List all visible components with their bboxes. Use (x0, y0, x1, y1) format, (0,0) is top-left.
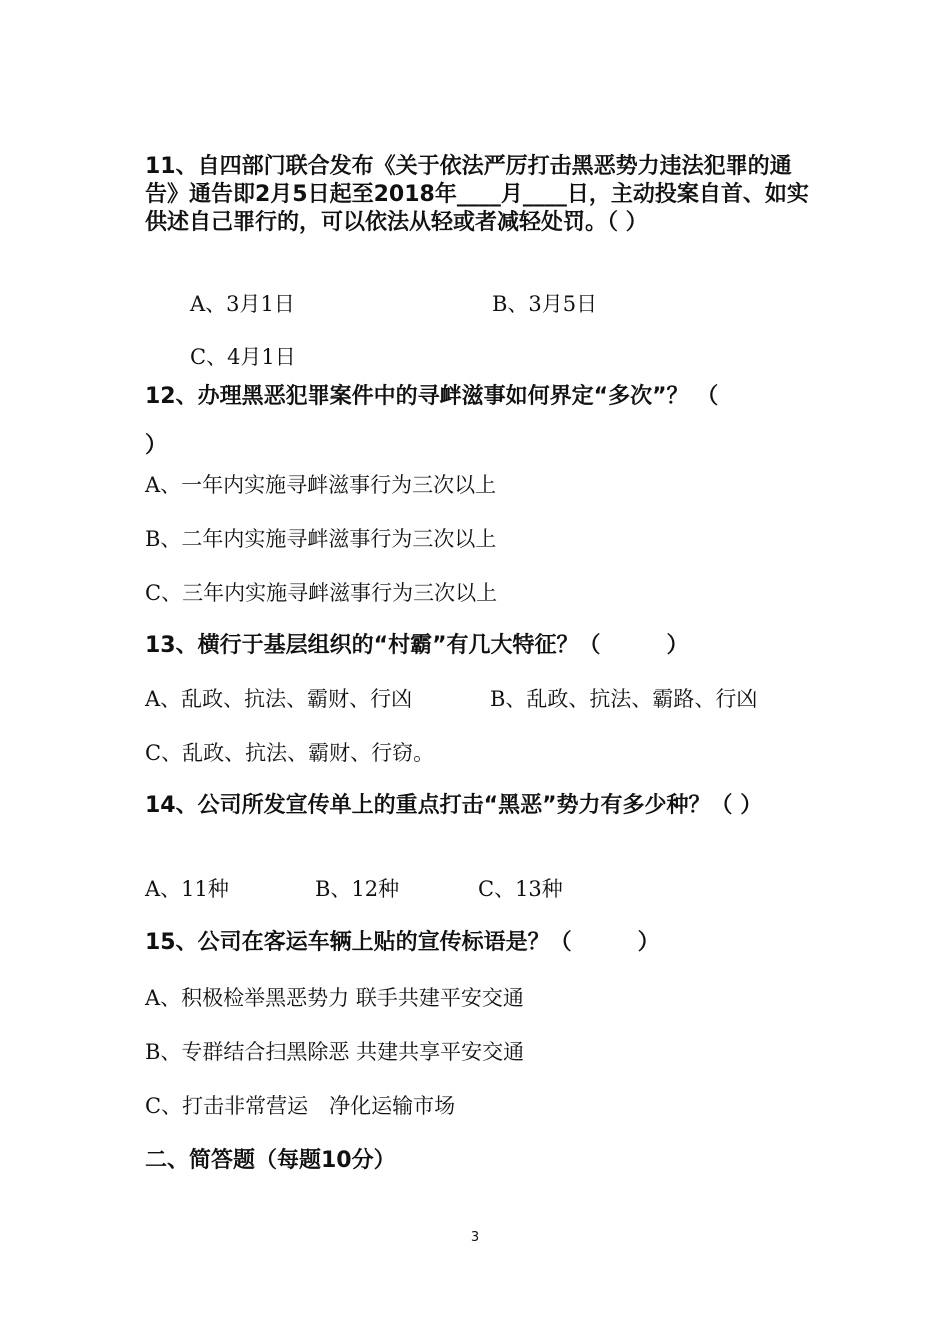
question-13-option-b: B、乱政、抗法、霸路、行凶 (490, 687, 758, 711)
question-11-option-c: C、4月1日 (190, 345, 296, 369)
section-heading: 二、简答题（每题10分） (145, 1148, 396, 1173)
question-12-text-continued: ） (145, 433, 168, 458)
question-12-option-b: B、二年内实施寻衅滋事行为三次以上 (145, 527, 497, 551)
question-15-option-c: C、打击非常营运 净化运输市场 (145, 1094, 456, 1118)
question-15-option-a: A、积极检举黑恶势力 联手共建平安交通 (145, 986, 524, 1010)
question-14-text: 14、公司所发宣传单上的重点打击“黑恶”势力有多少种？（ ） (145, 793, 763, 818)
question-15-text: 15、公司在客运车辆上贴的宣传标语是？（ ） (145, 930, 660, 955)
question-11-option-b: B、3月5日 (492, 292, 598, 316)
question-13-option-a: A、乱政、抗法、霸财、行凶 (145, 687, 413, 711)
question-12-option-c: C、三年内实施寻衅滋事行为三次以上 (145, 581, 498, 605)
question-14-option-c: C、13种 (478, 877, 563, 901)
question-13-text: 13、横行于基层组织的“村霸”有几大特征？（ ） (145, 633, 689, 658)
page-number: 3 (470, 1230, 480, 1245)
question-14-option-a: A、11种 (145, 877, 229, 901)
question-13-option-c: C、乱政、抗法、霸财、行窃。 (145, 741, 435, 765)
question-14-option-b: B、12种 (315, 877, 400, 901)
question-12-option-a: A、一年内实施寻衅滋事行为三次以上 (145, 473, 497, 497)
question-11-option-a: A、3月1日 (190, 292, 295, 316)
question-11-text: 11、自四部门联合发布《关于依法严厉打击黑恶势力违法犯罪的通告》通告即2月5日起至2018年____月____日，主动投案自首、如实供述自己罪行的，可以依法从轻或者减轻处罚。（ ） (145, 154, 809, 235)
question-12-text: 12、办理黑恶犯罪案件中的寻衅滋事如何界定“多次”？ （ (145, 384, 719, 409)
question-15-option-b: B、专群结合扫黑除恶 共建共享平安交通 (145, 1040, 525, 1064)
